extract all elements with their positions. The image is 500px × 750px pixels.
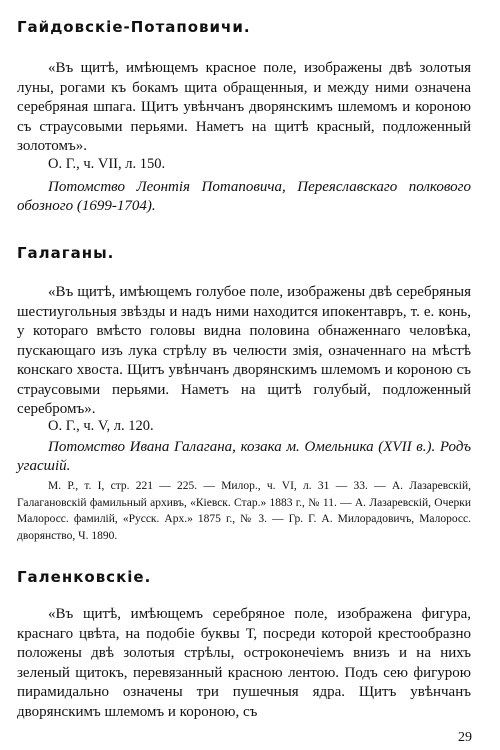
section-title-galenkovskie: Галенковскіе. <box>17 568 152 586</box>
bibliography-references: М. Р., т. I, стр. 221 — 225. — Милор., ч. VI, л. 31 — 33. — А. Лазаревскій, Галагановскій фамильный архивъ, «Кіевск. Стар.» 1883 г., № 11. — А. Лазаревскій, Очерки Малоросс. фамилій, «Русск. Арх.» 1875 г., № 3. — Гр. Г. А. Милорадовичъ, Малоросс. дворянство, Ч. 1890. <box>17 480 471 542</box>
lineage-note: Потомство Леонтія Потаповича, Переяславскаго полкового обозного (1699-1704). <box>17 179 471 214</box>
coat-of-arms-description: «Въ щитѣ, имѣющемъ красное поле, изображены двѣ золотыя луны, рогами къ бокамъ щита обращенныя, и между ними означена серебряная шпага. Щитъ увѣнчанъ дворянскимъ шлемомъ и короною съ страусовыми перьями. Наметъ на щитѣ красный, подложенный золотомъ». <box>17 60 471 154</box>
page-number: 29 <box>458 730 472 745</box>
lineage-note: Потомство Ивана Галагана, козака м. Омельника (XVII в.). Родъ угасшій. <box>17 439 471 474</box>
coat-of-arms-description: «Въ щитѣ, имѣющемъ голубое поле, изображены двѣ серебряныя шестиугольныя звѣзды и надъ ними находится ипокентавръ, т. е. конь, у котораго вмѣсто головы видна половина обнаженнаго человѣка, пускающаго изъ лука стрѣлу въ челюсти змія, означеннаго на мѣстѣ конскаго хвоста. Щитъ увѣнчанъ дворянскимъ шлемомъ и короною съ страусовыми перьями. Наметъ на щитѣ голубый, подложенный серебромъ». <box>17 284 471 417</box>
section-title-gaidovskie: Гайдовскіе-Потаповичи. <box>17 18 251 36</box>
section-title-galagany: Галаганы. <box>17 244 115 262</box>
coat-of-arms-description: «Въ щитѣ, имѣющемъ серебряное поле, изображена фигура, краснаго цвѣта, на подобіе буквы Т, посреди которой крестообразно положены двѣ золотыя стрѣлы, остроконечіемъ внизъ и на нихъ зеленый щитокъ, перевязанный красною лентою. Подъ сею фигурою пирамидально означены три пушечныя ядра. Щитъ увѣнчанъ дворянскимъ шлемомъ и короною, съ <box>17 606 471 720</box>
source-reference: О. Г., ч. V, л. 120. <box>48 418 154 434</box>
source-reference: О. Г., ч. VII, л. 150. <box>48 156 166 172</box>
